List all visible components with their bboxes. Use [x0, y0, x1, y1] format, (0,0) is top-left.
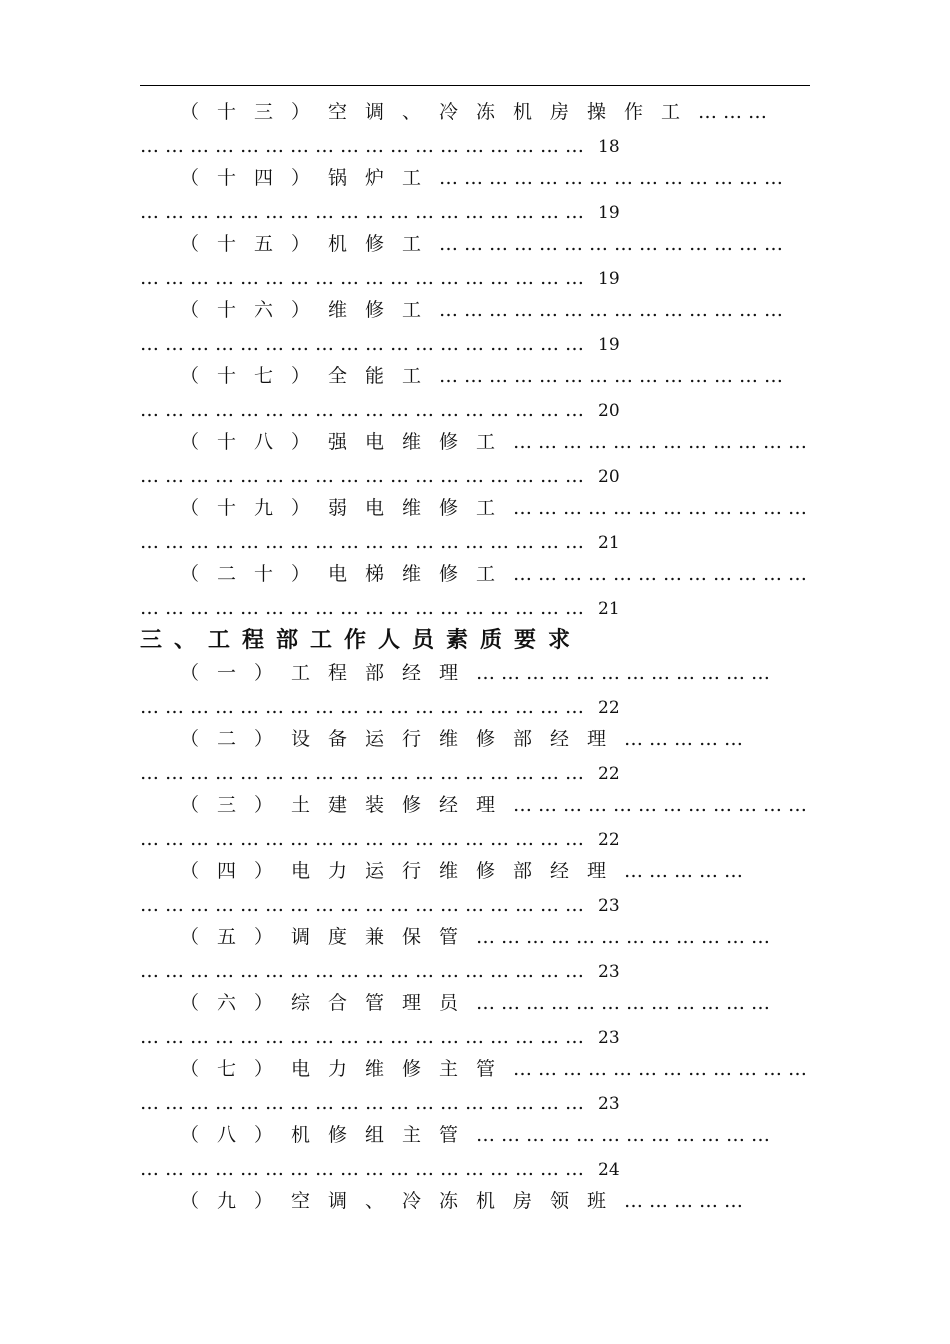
toc-entry-continuation: ……………………………………………… 19 [140, 329, 810, 359]
page-number: 23 [598, 1094, 620, 1114]
toc-entry-continuation: ……………………………………………… 23 [140, 956, 810, 986]
toc-entry-continuation: ……………………………………………… 23 [140, 1088, 810, 1118]
toc-entry-continuation: ……………………………………………… 20 [140, 461, 810, 491]
page-number: 20 [598, 467, 620, 487]
toc-entry[interactable]: （九）空调、冷冻机房领班…………… [180, 1190, 750, 1212]
toc-entry-continuation: ……………………………………………… 23 [140, 890, 810, 920]
toc-entry-continuation: ……………………………………………… 19 [140, 263, 810, 293]
page-number: 19 [598, 269, 620, 289]
page-number: 21 [598, 599, 620, 619]
toc-entry[interactable]: （十九）弱电维修工……………………………… [180, 497, 814, 519]
toc-entry-continuation: ……………………………………………… 21 [140, 527, 810, 557]
page-number: 20 [598, 401, 620, 421]
toc-entry-continuation: ……………………………………………… 20 [140, 395, 810, 425]
page-number: 24 [598, 1160, 620, 1180]
toc-entry-continuation: ……………………………………………… 22 [140, 758, 810, 788]
toc-entry[interactable]: （六）综合管理员……………………………… [180, 992, 777, 1014]
toc-entry-continuation: ……………………………………………… 22 [140, 692, 810, 722]
toc-entry[interactable]: （十三）空调、冷冻机房操作工……… [180, 101, 774, 123]
header-rule [140, 85, 810, 86]
page-number: 22 [598, 830, 620, 850]
page-number: 22 [598, 698, 620, 718]
toc-entry-continuation: ……………………………………………… 21 [140, 593, 810, 623]
page-number: 22 [598, 764, 620, 784]
toc-entry-continuation: ……………………………………………… 19 [140, 197, 810, 227]
toc-entry[interactable]: （三）土建装修经理……………………………… [180, 794, 814, 816]
toc-entry[interactable]: （十八）强电维修工……………………………… [180, 431, 814, 453]
page-number: 23 [598, 896, 620, 916]
page-number: 23 [598, 962, 620, 982]
toc-entry[interactable]: （四）电力运行维修部经理…………… [180, 860, 750, 882]
page-number: 23 [598, 1028, 620, 1048]
toc-entry[interactable]: （十五）机修工…………………………………… [180, 233, 790, 255]
toc-entry[interactable]: （二十）电梯维修工……………………………… [180, 563, 814, 585]
toc-entry[interactable]: （十七）全能工…………………………………… [180, 365, 790, 387]
toc-entry-continuation: ……………………………………………… 24 [140, 1154, 810, 1184]
toc-entry-continuation: ……………………………………………… 22 [140, 824, 810, 854]
page-number: 19 [598, 335, 620, 355]
page-number: 19 [598, 203, 620, 223]
page-number: 21 [598, 533, 620, 553]
toc-entry[interactable]: （五）调度兼保管……………………………… [180, 926, 777, 948]
page-number: 18 [598, 137, 620, 157]
toc-entry[interactable]: （二）设备运行维修部经理…………… [180, 728, 750, 750]
toc-entry-continuation: ……………………………………………… 18 [140, 131, 810, 161]
toc-entry[interactable]: （十六）维修工…………………………………… [180, 299, 790, 321]
toc-entry[interactable]: （一）工程部经理……………………………… [180, 662, 777, 684]
toc-entry[interactable]: （八）机修组主管……………………………… [180, 1124, 777, 1146]
toc-entry[interactable]: （十四）锅炉工…………………………………… [180, 167, 790, 189]
section-heading[interactable]: 三、工程部工作人员素质要求 [140, 628, 583, 653]
toc-entry-continuation: ……………………………………………… 23 [140, 1022, 810, 1052]
toc-entry[interactable]: （七）电力维修主管……………………………… [180, 1058, 814, 1080]
